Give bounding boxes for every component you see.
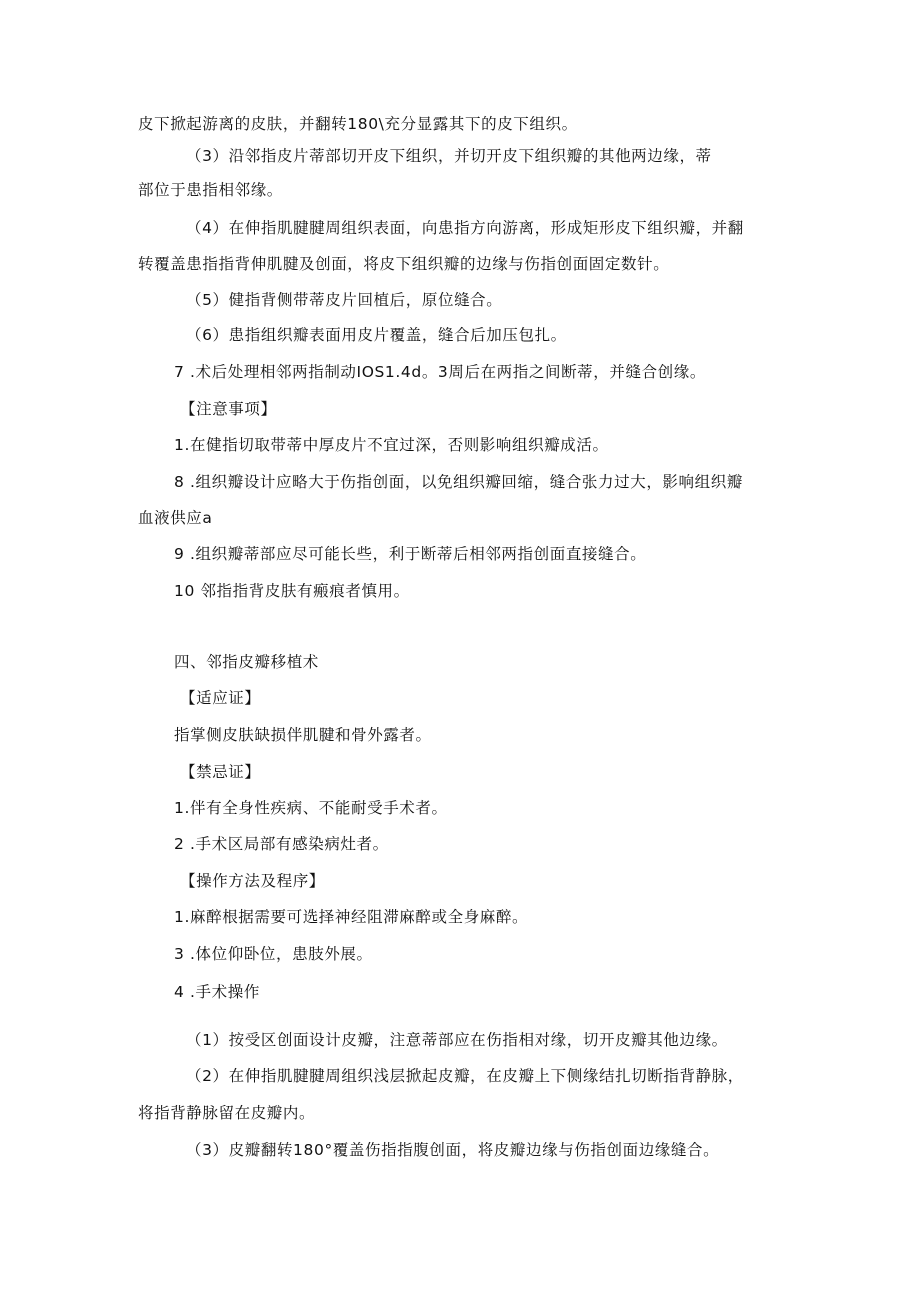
section-heading: 【注意事项】 xyxy=(180,400,277,418)
text-line: 血液供应a xyxy=(138,509,213,527)
chapter-heading: 四、邻指皮瓣移植术 xyxy=(174,653,319,671)
text-line: 3 .体位仰卧位，患肢外展。 xyxy=(174,945,373,963)
text-line: 10 邻指指背皮肤有瘢痕者慎用。 xyxy=(174,582,410,600)
text-line: 1.在健指切取带蒂中厚皮片不宜过深，否则影响组织瓣成活。 xyxy=(174,436,609,454)
text-line: （5）健指背侧带蒂皮片回植后，原位缝合。 xyxy=(186,291,503,309)
text-line: 皮下掀起游离的皮肤，并翻转180\充分显露其下的皮下组织。 xyxy=(138,115,578,133)
text-line: 2 .手术区局部有感染病灶者。 xyxy=(174,835,389,853)
text-line: 转覆盖患指指背伸肌腱及创面，将皮下组织瓣的边缘与伤指创面固定数针。 xyxy=(138,255,670,273)
text-line: 4 .手术操作 xyxy=(174,983,260,1001)
text-line: 1.麻醉根据需要可选择神经阻滞麻醉或全身麻醉。 xyxy=(174,908,529,926)
text-line: 部位于患指相邻缘。 xyxy=(138,181,283,199)
section-heading: 【适应证】 xyxy=(180,689,261,707)
text-line: （3）沿邻指皮片蒂部切开皮下组织，并切开皮下组织瓣的其他两边缘，蒂 xyxy=(186,147,712,165)
text-line: 1.伴有全身性疾病、不能耐受手术者。 xyxy=(174,799,448,817)
text-line: （3）皮瓣翻转180°覆盖伤指指腹创面，将皮瓣边缘与伤指创面边缘缝合。 xyxy=(186,1141,720,1159)
section-heading: 【禁忌证】 xyxy=(180,763,261,781)
text-line: （2）在伸指肌腱腱周组织浅层掀起皮瓣，在皮瓣上下侧缘结扎切断指背静脉， xyxy=(186,1067,744,1085)
text-line: （6）患指组织瓣表面用皮片覆盖，缝合后加压包扎。 xyxy=(186,326,567,344)
text-line: 指掌侧皮肤缺损伴肌腱和骨外露者。 xyxy=(174,726,432,744)
text-line: 将指背静脉留在皮瓣内。 xyxy=(138,1104,316,1122)
section-heading: 【操作方法及程序】 xyxy=(180,872,325,890)
text-line: 8 .组织瓣设计应略大于伤指创面，以免组织瓣回缩，缝合张力过大，影响组织瓣 xyxy=(174,473,743,491)
text-line: （4）在伸指肌腱腱周组织表面，向患指方向游离，形成矩形皮下组织瓣，并翻 xyxy=(186,219,744,237)
text-line: （1）按受区创面设计皮瓣，注意蒂部应在伤指相对缘，切开皮瓣其他边缘。 xyxy=(186,1031,728,1049)
text-line: 9 .组织瓣蒂部应尽可能长些，利于断蒂后相邻两指创面直接缝合。 xyxy=(174,545,647,563)
text-line: 7 .术后处理相邻两指制动IOS1.4d。3周后在两指之间断蒂，并缝合创缘。 xyxy=(174,363,706,381)
